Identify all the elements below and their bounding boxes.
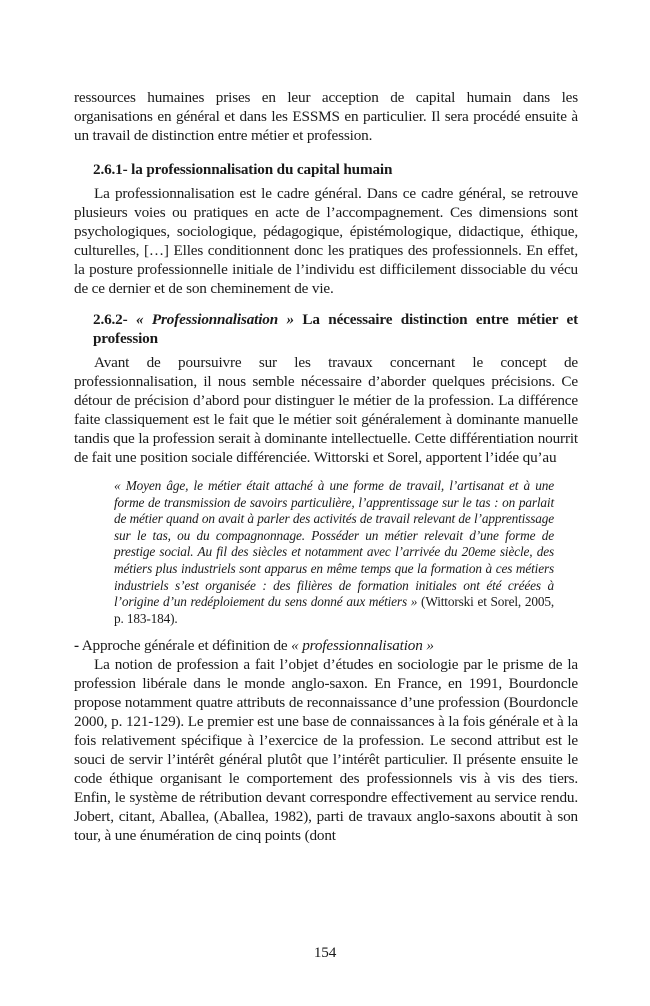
paragraph-notion-profession: La notion de profession a fait l’objet d’études en sociologie par le prisme de la profession libérale dans le monde anglo-saxon. En France, en 1991, Bourdoncle propose notamment quatre attributs de reconnaissance d’une profession (Bourdoncle 2000, p. 121-129). Le premier est une base de connaissances à la fois générale et à la fois relativement spécifique à l’exercice de la profession. Le second attribut est le souci de servir l’intérêt général plutôt que l’intérêt particulier. Il présente ensuite le code éthique organisant le comportement des professionnels vis à vis des tiers. Enfin, le système de rétribution devant correspondre effectivement au service rendu. Jobert, citant, Aballea, (Aballea, 1982), parti de travaux anglo-saxons aboutit à son tour, à une énumération de cinq points (dont [74,656,578,845]
section-heading-2-6-2 [74,310,578,348]
subsection-italic: « professionnalisation » [291,637,434,655]
paragraph-professionnalisation-cadre: La professionnalisation est le cadre général. Dans ce cadre général, se retrouve plusieurs voies ou pratiques en acte de l’accompagnement. Ces dimensions sont psychologiques, sociologique, pédagogique, épistémologique, didactique, éthique, culturelles, […] Elles conditionnent donc les pratiques des professionnels. En effet, la posture professionnelle initiale de l’individu est difficilement dissociable du vécu de ce dernier et de son cheminement de vie. [74,185,578,297]
heading-2-6-2-italic: « Professionnalisation » [136,311,294,328]
page-number: 154 [313,944,337,961]
block-quote [114,478,554,627]
section-heading-2-6-1: 2.6.1- la professionnalisation du capital humain [93,161,393,178]
intro-paragraph: ressources humaines prises en leur acception de capital humain dans les organisations en général et dans les ESSMS en particulier. Il sera procédé ensuite à un travail de distinction entre métier et profession. [74,89,578,144]
heading-2-6-2-number: 2.6.2- [93,311,136,328]
subsection-prefix: Approche générale et définition de [78,637,292,655]
heading-2-6-2-title: La nécessaire distinction entre métier et profession [93,311,579,347]
quote-citation: (Wittorski et Sorel, 2005, p. 183-184). [114,594,554,626]
subsection-dash: - [74,637,79,655]
subsection-title [74,636,578,655]
quote-text: « Moyen âge, le métier était attaché à une forme de travail, l’artisanat et à une forme de transmission de savoirs particulière, l’apprentissage sur le tas : on parlait de métier quand on avait à parler des activités de travail relevant de l’apprentissage sur le tas, ou du compagnonnage. Posséder un métier relevait d’une forme de prestige social. Au fil des siècles et notamment avec l’arrivée du 20eme siècle, des métiers plus industriels sont apparus en même temps que la formation à ces métiers industriels s’est organisée : des filières de formation initiales ont été créées à l’origine d’un redéploiement du sens donné aux métiers » [114,478,554,610]
paragraph-metier-profession: Avant de poursuivre sur les travaux concernant le concept de professionnalisation, il nous semble nécessaire d’aborder quelques précisions. Ce détour de précision d’abord pour distinguer le métier de la profession. La différence faite classiquement est le fait que le métier soit généralement à dominante manuelle tandis que la profession serait à dominante intellectuelle. Cette différentiation nourrit de fait une position sociale différenciée. Wittorski et Sorel, apportent l’idée qu’au [74,354,578,466]
